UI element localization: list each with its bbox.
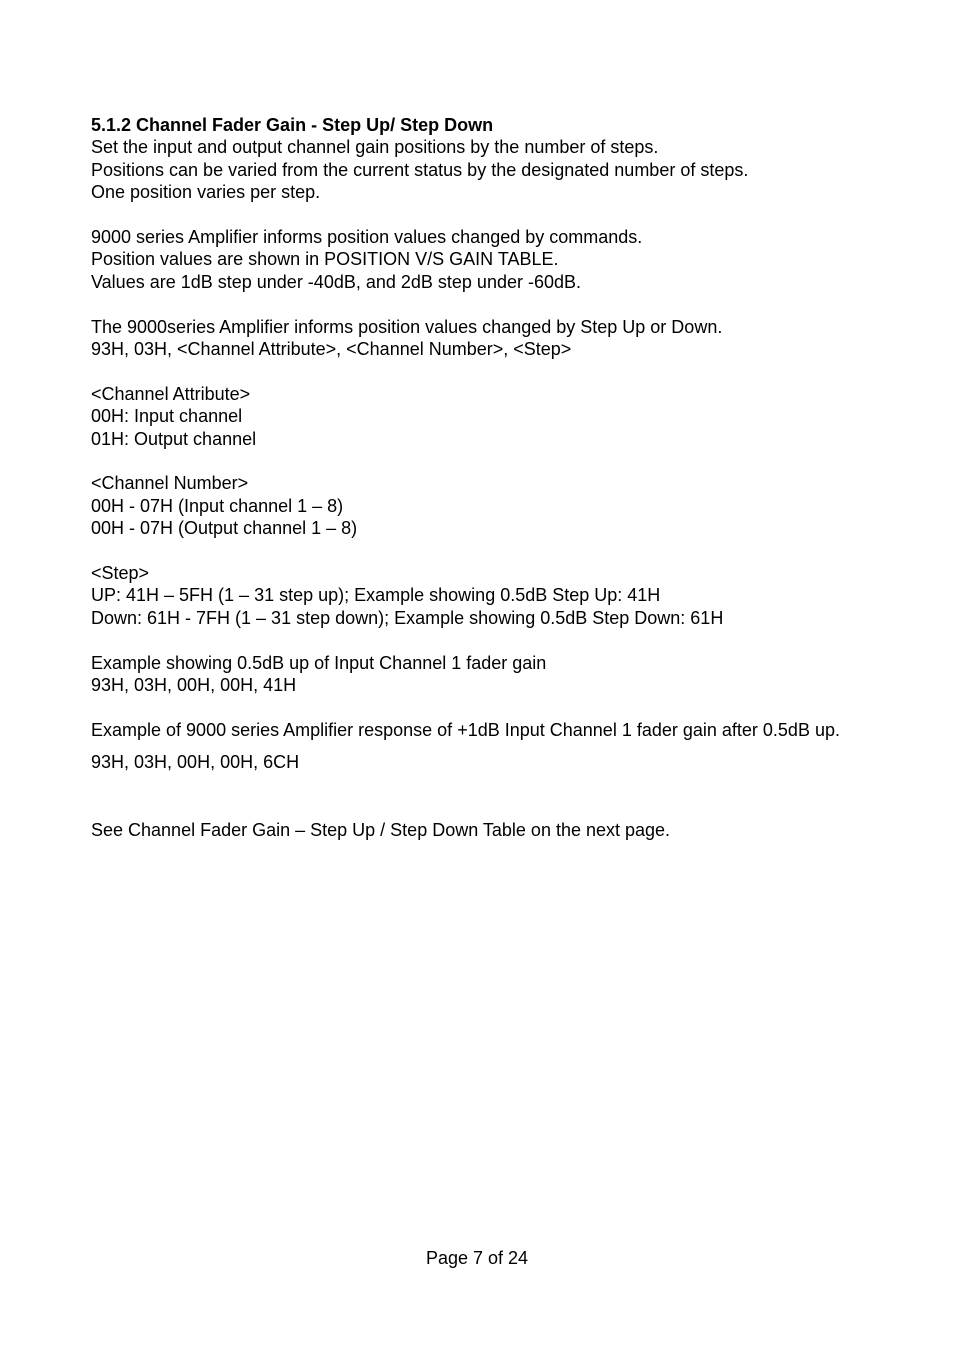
step-title: <Step> bbox=[91, 563, 150, 584]
step-up: UP: 41H – 5FH (1 – 31 step up); Example showing 0.5dB Step Up: 41H bbox=[91, 585, 661, 606]
command-format: 93H, 03H, <Channel Attribute>, <Channel Number>, <Step> bbox=[91, 339, 572, 360]
page-number: Page 7 of 24 bbox=[425, 1248, 529, 1268]
intro-line-1: Set the input and output channel gain positions by the number of steps. bbox=[91, 137, 659, 158]
channel-number-input: 00H - 07H (Input channel 1 – 8) bbox=[91, 495, 344, 516]
command-info-line-1: The 9000series Amplifier informs position values changed by Step Up or Down. bbox=[91, 316, 723, 337]
document-body bbox=[91, 114, 881, 841]
example-response-description: Example of 9000 series Amplifier response of +1dB Input Channel 1 fader gain after 0.5dB up. bbox=[91, 719, 840, 740]
see-table-note: See Channel Fader Gain – Step Up / Step Down Table on the next page. bbox=[91, 819, 671, 840]
position-info-line-3: Values are 1dB step under -40dB, and 2dB step under -60dB. bbox=[91, 271, 581, 292]
example-up-description: Example showing 0.5dB up of Input Channel 1 fader gain bbox=[91, 652, 547, 673]
channel-attribute-output: 01H: Output channel bbox=[91, 428, 257, 449]
step-down: Down: 61H - 7FH (1 – 31 step down); Example showing 0.5dB Step Down: 61H bbox=[91, 607, 724, 628]
example-up-code: 93H, 03H, 00H, 00H, 41H bbox=[91, 675, 297, 696]
channel-attribute-input: 00H: Input channel bbox=[91, 406, 243, 427]
intro-line-2: Positions can be varied from the current status by the designated number of steps. bbox=[91, 159, 749, 180]
channel-number-output: 00H - 07H (Output channel 1 – 8) bbox=[91, 518, 358, 539]
channel-attribute-title: <Channel Attribute> bbox=[91, 383, 251, 404]
intro-line-3: One position varies per step. bbox=[91, 182, 321, 203]
channel-number-title: <Channel Number> bbox=[91, 473, 249, 494]
position-info-line-1: 9000 series Amplifier informs position values changed by commands. bbox=[91, 227, 643, 248]
section-heading: 5.1.2 Channel Fader Gain - Step Up/ Step Down bbox=[91, 115, 494, 135]
position-info-line-2: Position values are shown in POSITION V/S GAIN TABLE. bbox=[91, 249, 559, 270]
example-response-code: 93H, 03H, 00H, 00H, 6CH bbox=[91, 752, 300, 773]
